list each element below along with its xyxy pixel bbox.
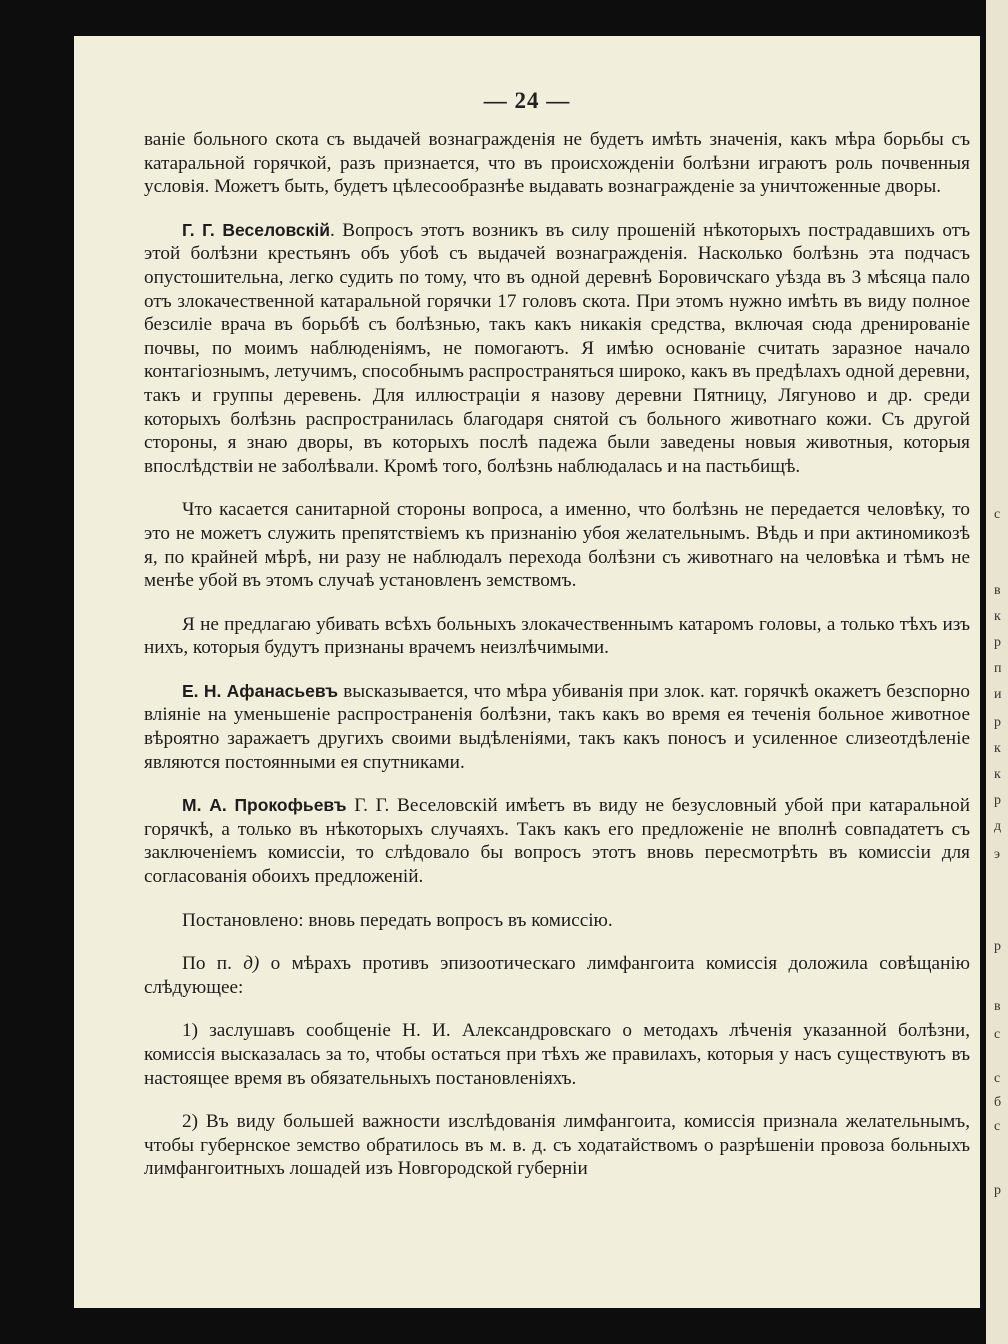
edge-glyph: в — [994, 999, 1001, 1014]
edge-glyph: п — [994, 661, 1002, 676]
body-text — [144, 128, 970, 1201]
paragraph-9-text: 1) заслушавъ сообщеніе Н. И. Александровскаго о методахъ лѣченія указанной болѣзни, комиссія высказалась за то, чтобы остаться при тѣхъ же правилахъ, которыя у насъ существуютъ въ настоящее время въ обязательныхъ постановленіяхъ. — [144, 1020, 970, 1089]
edge-glyph: с — [994, 1071, 1001, 1086]
edge-glyph: к — [994, 741, 1001, 756]
paragraph-3 — [144, 498, 970, 592]
paragraph-8-text: о мѣрахъ противъ эпизоотическаго лимфангоита комиссія доложила совѣщанію слѣдующее: — [144, 953, 971, 998]
page-number: — 24 — — [483, 88, 571, 113]
adjacent-page-edge — [986, 0, 1008, 1344]
edge-glyph: р — [994, 793, 1001, 808]
edge-glyph: б — [994, 1095, 1002, 1110]
paragraph-3-text: Что касается санитарной стороны вопроса, а именно, что болѣзнь не передается человѣку, то это не можетъ служить препятствіемъ къ признанію убоя желательнымъ. Вѣдь и при актиномикозѣ я, по крайней мѣрѣ, ни разу не наблюдалъ перехода болѣзни съ животнаго на человѣка и тѣмъ не менѣе убой въ этомъ случаѣ установленъ земствомъ. — [144, 499, 970, 592]
edge-glyph: э — [994, 847, 1001, 862]
paragraph-9 — [144, 1019, 970, 1090]
item-letter: д) — [243, 953, 260, 975]
resolution-text: Постановлено: вновь передать вопросъ въ комиссію. — [182, 909, 613, 931]
paragraph-2 — [144, 219, 970, 479]
paragraph-7 — [144, 909, 970, 933]
paragraph-5 — [144, 680, 970, 774]
edge-glyph: р — [994, 939, 1001, 954]
paragraph-1 — [144, 128, 970, 199]
edge-glyph: и — [994, 687, 1002, 702]
paragraph-1-text: ваніе больного скота съ выдачей вознагражденія не будетъ имѣть значенія, какъ мѣра борьбы съ катаральной горячкой, разъ признается, что въ происхожденіи болѣзни играютъ роль почвенныя условія. Можетъ быть, будетъ цѣлесообразнѣе выдавать вознагражденіе за уничтоженные дворы. — [144, 129, 970, 198]
paragraph-4-text: Я не предлагаю убивать всѣхъ больныхъ злокачественнымъ катаромъ головы, а только тѣхъ изъ нихъ, которыя будутъ признаны врачемъ неизлѣчимыми. — [144, 613, 970, 659]
speaker-veselovsky: Г. Г. Веселовскій — [182, 219, 330, 240]
edge-glyph: р — [994, 715, 1001, 730]
edge-glyph: с — [994, 507, 1001, 522]
paragraph-10-text: 2) Въ виду большей важности изслѣдованія лимфангоита, комиссія признала желательнымъ, чтобы губернское земство обратилось въ м. в. д. съ ходатайствомъ о разрѣшеніи провоза больныхъ лимфангоитныхъ лошадей изъ Новгородской губерніи — [144, 1111, 970, 1180]
edge-glyph: р — [994, 1183, 1001, 1198]
paragraph-8-lead: По п. — [182, 953, 244, 975]
document-page — [74, 36, 980, 1308]
edge-glyph: к — [994, 609, 1001, 624]
edge-glyph: в — [994, 583, 1001, 598]
edge-glyph: с — [994, 1119, 1001, 1134]
edge-glyph: к — [994, 767, 1001, 782]
paragraph-6-text: Г. Г. Веселовскій имѣетъ въ виду не безусловный убой при катаральной горячкѣ, а только въ нѣкоторыхъ случаяхъ. Такъ какъ его предложеніе не вполнѣ совпадатетъ съ заключеніемъ комиссіи, то слѣдовало бы вопросъ этотъ вновь пересмотрѣть въ комиссіи для согласованія обоихъ предложеній. — [144, 795, 970, 888]
paragraph-2-text: . Вопросъ этотъ возникъ въ силу прошеній нѣкоторыхъ пострадавшихъ отъ этой болѣзни крестьянъ объ убоѣ съ выдачей вознагражденія. Насколько болѣзнь эта подчасъ опустошительна, легко судить по тому, что въ одной деревнѣ Боровичскаго уѣзда въ 3 мѣсяца пало отъ злокачественной катаральной горячки 17 головъ скота. При этомъ нужно имѣть въ виду полное безсиліе врача въ борьбѣ съ болѣзнью, такъ какъ никакія средства, включая сюда дренированіе почвы, по моимъ наблюденіямъ, не помогаютъ. Я имѣю основаніе считать заразное начало контагіознымъ, летучимъ, способнымъ распространяться широко, какъ въ предѣлахъ одной деревни, такъ и группы деревень. Для иллюстраціи я назову деревни Пятницу, Лягуново и др. среди которыхъ болѣзнь распространилась благодаря снятой съ больного животнаго кожи. Съ другой стороны, я знаю дворы, въ которыхъ послѣ падежа были заведены новыя животныя, которыя впослѣдствіи не заболѣвали. Кромѣ того, болѣзнь наблюдалась и на пастьбищѣ. — [144, 219, 970, 477]
paragraph-8 — [144, 952, 970, 999]
paragraph-6 — [144, 794, 970, 888]
edge-glyph: д — [994, 819, 1002, 834]
paragraph-5-text: высказывается, что мѣра убиванія при злок. кат. горячкѣ окажетъ безспорно вліяніе на уменьшеніе распространенія болѣзни, такъ какъ во время ея теченія больное животное вѣроятно заражаетъ другихъ своими выдѣленіями, такъ какъ поносъ и усиленное слизеотдѣленіе являются постоянными ея спутниками. — [144, 680, 970, 773]
edge-glyph: р — [994, 635, 1001, 650]
paragraph-4 — [144, 613, 970, 660]
speaker-afanasiev: Е. Н. Афанасьевъ — [182, 680, 338, 701]
speaker-prokofiev: М. А. Прокофьевъ — [182, 795, 347, 816]
paragraph-10 — [144, 1110, 970, 1181]
edge-glyph: с — [994, 1027, 1001, 1042]
